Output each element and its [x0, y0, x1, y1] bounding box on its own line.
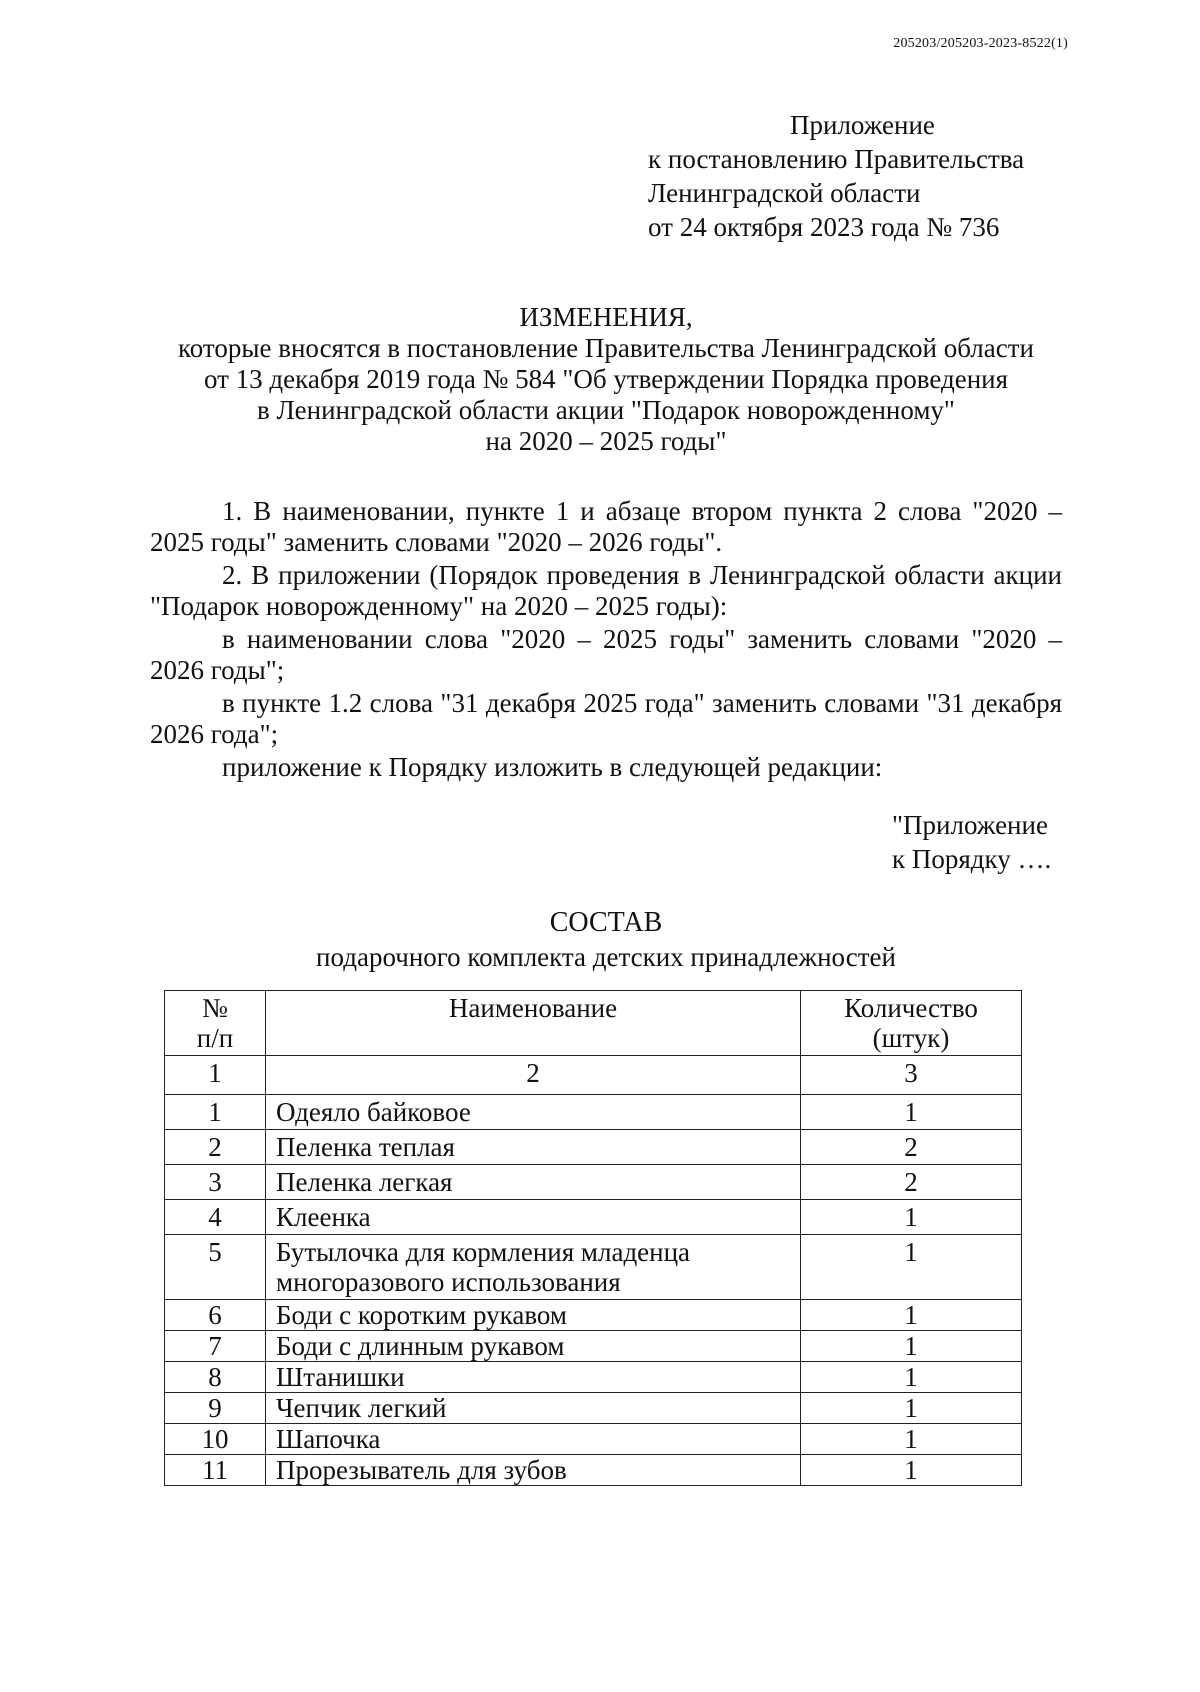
body-paragraph-2: 2. В приложении (Порядок проведения в Ленинградской области акции "Подарок новорожденному" на 2020 – 2025 годы): [150, 560, 1062, 621]
title-line-2: от 13 декабря 2019 года № 584 "Об утверждении Порядка проведения [203, 364, 1009, 394]
row-quantity: 1 [801, 1200, 1022, 1235]
row-number: 1 [165, 1095, 266, 1130]
table-row [165, 1095, 1022, 1130]
appendix-line-4: от 24 октября 2023 года № 736 [648, 212, 1000, 242]
table-row [165, 1235, 1022, 1300]
table-row [165, 1300, 1022, 1331]
row-name: Одеяло байковое [266, 1095, 801, 1130]
header-number-line-2: п/п [196, 1023, 234, 1053]
column-number-3: 3 [801, 1056, 1022, 1095]
gift-set-table [164, 990, 1022, 1486]
row-quantity: 1 [801, 1300, 1022, 1331]
appendix-block [648, 108, 1024, 244]
row-name: Пеленка теплая [266, 1130, 801, 1165]
header-quantity-line-2: (штук) [872, 1023, 950, 1053]
composition-subtitle: подарочного комплекта детских принадлежностей [316, 942, 896, 972]
row-name: Боди с длинным рукавом [266, 1331, 801, 1362]
document-title [150, 302, 1062, 457]
appendix-reference-line-1: "Приложение [892, 810, 1048, 840]
row-name: Бутылочка для кормления младенца многоразового использования [266, 1235, 801, 1300]
composition-title: СОСТАВ [549, 907, 663, 938]
row-quantity: 1 [801, 1331, 1022, 1362]
header-number [165, 991, 266, 1056]
row-number: 7 [165, 1331, 266, 1362]
row-number: 5 [165, 1235, 266, 1300]
composition-heading [150, 906, 1062, 974]
body-paragraph-1: 1. В наименовании, пункте 1 и абзаце втором пункта 2 слова "2020 – 2025 годы" заменить словами "2020 – 2026 годы". [150, 496, 1062, 557]
appendix-line-1: Приложение [790, 110, 935, 140]
row-name: Чепчик легкий [266, 1393, 801, 1424]
row-quantity: 1 [801, 1095, 1022, 1130]
row-number: 9 [165, 1393, 266, 1424]
appendix-reference-line-2: к Порядку …. [892, 844, 1052, 874]
row-quantity: 2 [801, 1130, 1022, 1165]
row-name: Прорезыватель для зубов [266, 1455, 801, 1486]
row-number: 6 [165, 1300, 266, 1331]
row-name: Штанишки [266, 1362, 801, 1393]
column-number-1: 1 [165, 1056, 266, 1095]
header-name: Наименование [266, 991, 801, 1056]
table-header-row [165, 991, 1022, 1056]
body-paragraph-5: приложение к Порядку изложить в следующей редакции: [222, 752, 883, 782]
document-body [150, 496, 1062, 785]
table-row [165, 1200, 1022, 1235]
table-row [165, 1393, 1022, 1424]
row-quantity: 1 [801, 1235, 1022, 1300]
row-number: 4 [165, 1200, 266, 1235]
row-number: 2 [165, 1130, 266, 1165]
table-row [165, 1331, 1022, 1362]
table-row [165, 1165, 1022, 1200]
appendix-line-3: Ленинградской области [648, 178, 921, 208]
body-paragraph-3: в наименовании слова "2020 – 2025 годы" заменить словами "2020 – 2026 годы"; [150, 624, 1062, 685]
row-name: Боди с коротким рукавом [266, 1300, 801, 1331]
title-line-3: в Ленинградской области акции "Подарок новорожденному" [257, 395, 955, 425]
table-row [165, 1362, 1022, 1393]
title-line-1: которые вносятся в постановление Правительства Ленинградской области [177, 333, 1034, 363]
row-number: 10 [165, 1424, 266, 1455]
header-quantity-line-1: Количество [844, 993, 978, 1023]
header-quantity [801, 991, 1022, 1056]
table-row [165, 1424, 1022, 1455]
row-name: Пеленка легкая [266, 1165, 801, 1200]
row-name: Шапочка [266, 1424, 801, 1455]
header-number-line-1: № [202, 993, 228, 1023]
row-quantity: 2 [801, 1165, 1022, 1200]
column-number-row [165, 1056, 1022, 1095]
row-name: Клеенка [266, 1200, 801, 1235]
row-number: 8 [165, 1362, 266, 1393]
row-quantity: 1 [801, 1424, 1022, 1455]
row-quantity: 1 [801, 1455, 1022, 1486]
row-quantity: 1 [801, 1362, 1022, 1393]
title-heading: ИЗМЕНЕНИЯ, [519, 302, 693, 332]
document-id: 205203/205203-2023-8522(1) [893, 36, 1068, 51]
row-quantity: 1 [801, 1393, 1022, 1424]
table-row [165, 1455, 1022, 1486]
row-number: 11 [165, 1455, 266, 1486]
title-line-4: на 2020 – 2025 годы" [485, 426, 727, 456]
appendix-line-2: к постановлению Правительства [648, 144, 1025, 174]
row-number: 3 [165, 1165, 266, 1200]
body-paragraph-4: в пункте 1.2 слова "31 декабря 2025 года" заменить словами "31 декабря 2026 года"; [150, 688, 1062, 749]
table-row [165, 1130, 1022, 1165]
appendix-reference [892, 808, 1051, 876]
column-number-2: 2 [266, 1056, 801, 1095]
